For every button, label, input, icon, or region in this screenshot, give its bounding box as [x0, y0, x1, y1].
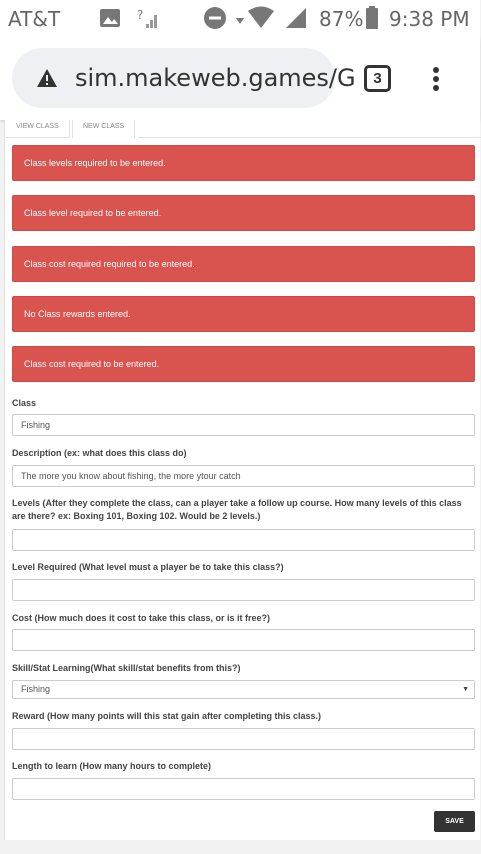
battery-icon [366, 6, 378, 35]
error-alert: Class cost required required to be entered. [12, 246, 475, 282]
skill-select[interactable] [12, 680, 475, 699]
tab-new-class[interactable]: NEW CLASS [72, 120, 135, 138]
page-content [4, 120, 480, 840]
wifi-icon [247, 6, 275, 35]
levels-label: Levels (After they complete the class, can a player take a follow up course. How many levels of this class are there? ex: Boxing 101, Boxing 102. Would be 2 levels.) [12, 498, 462, 521]
tab-view-class[interactable]: VIEW CLASS [6, 120, 70, 138]
levels-input[interactable] [12, 529, 475, 551]
save-button[interactable]: SAVE [434, 811, 475, 832]
cost-label: Cost (How much does it cost to take this class, or is it free?) [12, 613, 271, 623]
class-input[interactable]: Fishing [12, 414, 475, 436]
tab-switcher-button[interactable]: 3 [364, 65, 391, 92]
skill-selected-value: Fishing [21, 684, 51, 694]
length-input[interactable] [12, 778, 475, 800]
class-label: Class [12, 398, 37, 408]
clock: 9:38 PM [389, 7, 470, 31]
gallery-icon [98, 6, 122, 35]
not-secure-warning-icon[interactable] [36, 68, 58, 93]
cell-signal-icon [284, 6, 308, 35]
error-alert: No Class rewards entered. [12, 296, 475, 332]
battery-percent: 87% [319, 7, 364, 31]
svg-text:?: ? [137, 8, 144, 22]
error-alert: Class level required to be entered. [12, 195, 475, 231]
description-input[interactable]: The more you know about fishing, the more ytour catch [12, 465, 475, 487]
level-required-label: Level Required (What level must a player be to take this class?) [12, 562, 284, 572]
error-alert: Class levels required to be entered. [12, 145, 475, 181]
description-label: Description (ex: what does this class do) [12, 448, 187, 458]
reward-input[interactable] [12, 728, 475, 750]
url-text[interactable]: sim.makeweb.games/G [75, 64, 356, 92]
cost-input[interactable] [12, 629, 475, 651]
browser-toolbar [0, 36, 480, 120]
page-bottom-margin [0, 840, 480, 854]
length-label: Length to learn (How many hours to complete) [12, 761, 212, 771]
tab-divider [138, 137, 481, 138]
skill-label: Skill/Stat Learning(What skill/stat benefits from this?) [12, 663, 241, 673]
carrier-name: AT&T [8, 7, 61, 31]
dropdown-caret-icon: ▼ [462, 686, 469, 693]
data-arrow-icon [235, 6, 245, 35]
reward-label: Reward (How many points will this stat gain after completing this class.) [12, 711, 322, 721]
error-alert: Class cost required to be entered. [12, 346, 475, 382]
level-required-input[interactable] [12, 579, 475, 601]
status-bar [0, 0, 480, 36]
address-bar[interactable] [12, 48, 356, 108]
browser-menu-icon[interactable] [433, 67, 441, 94]
dnd-icon [203, 6, 227, 35]
no-signal-icon [136, 6, 160, 35]
